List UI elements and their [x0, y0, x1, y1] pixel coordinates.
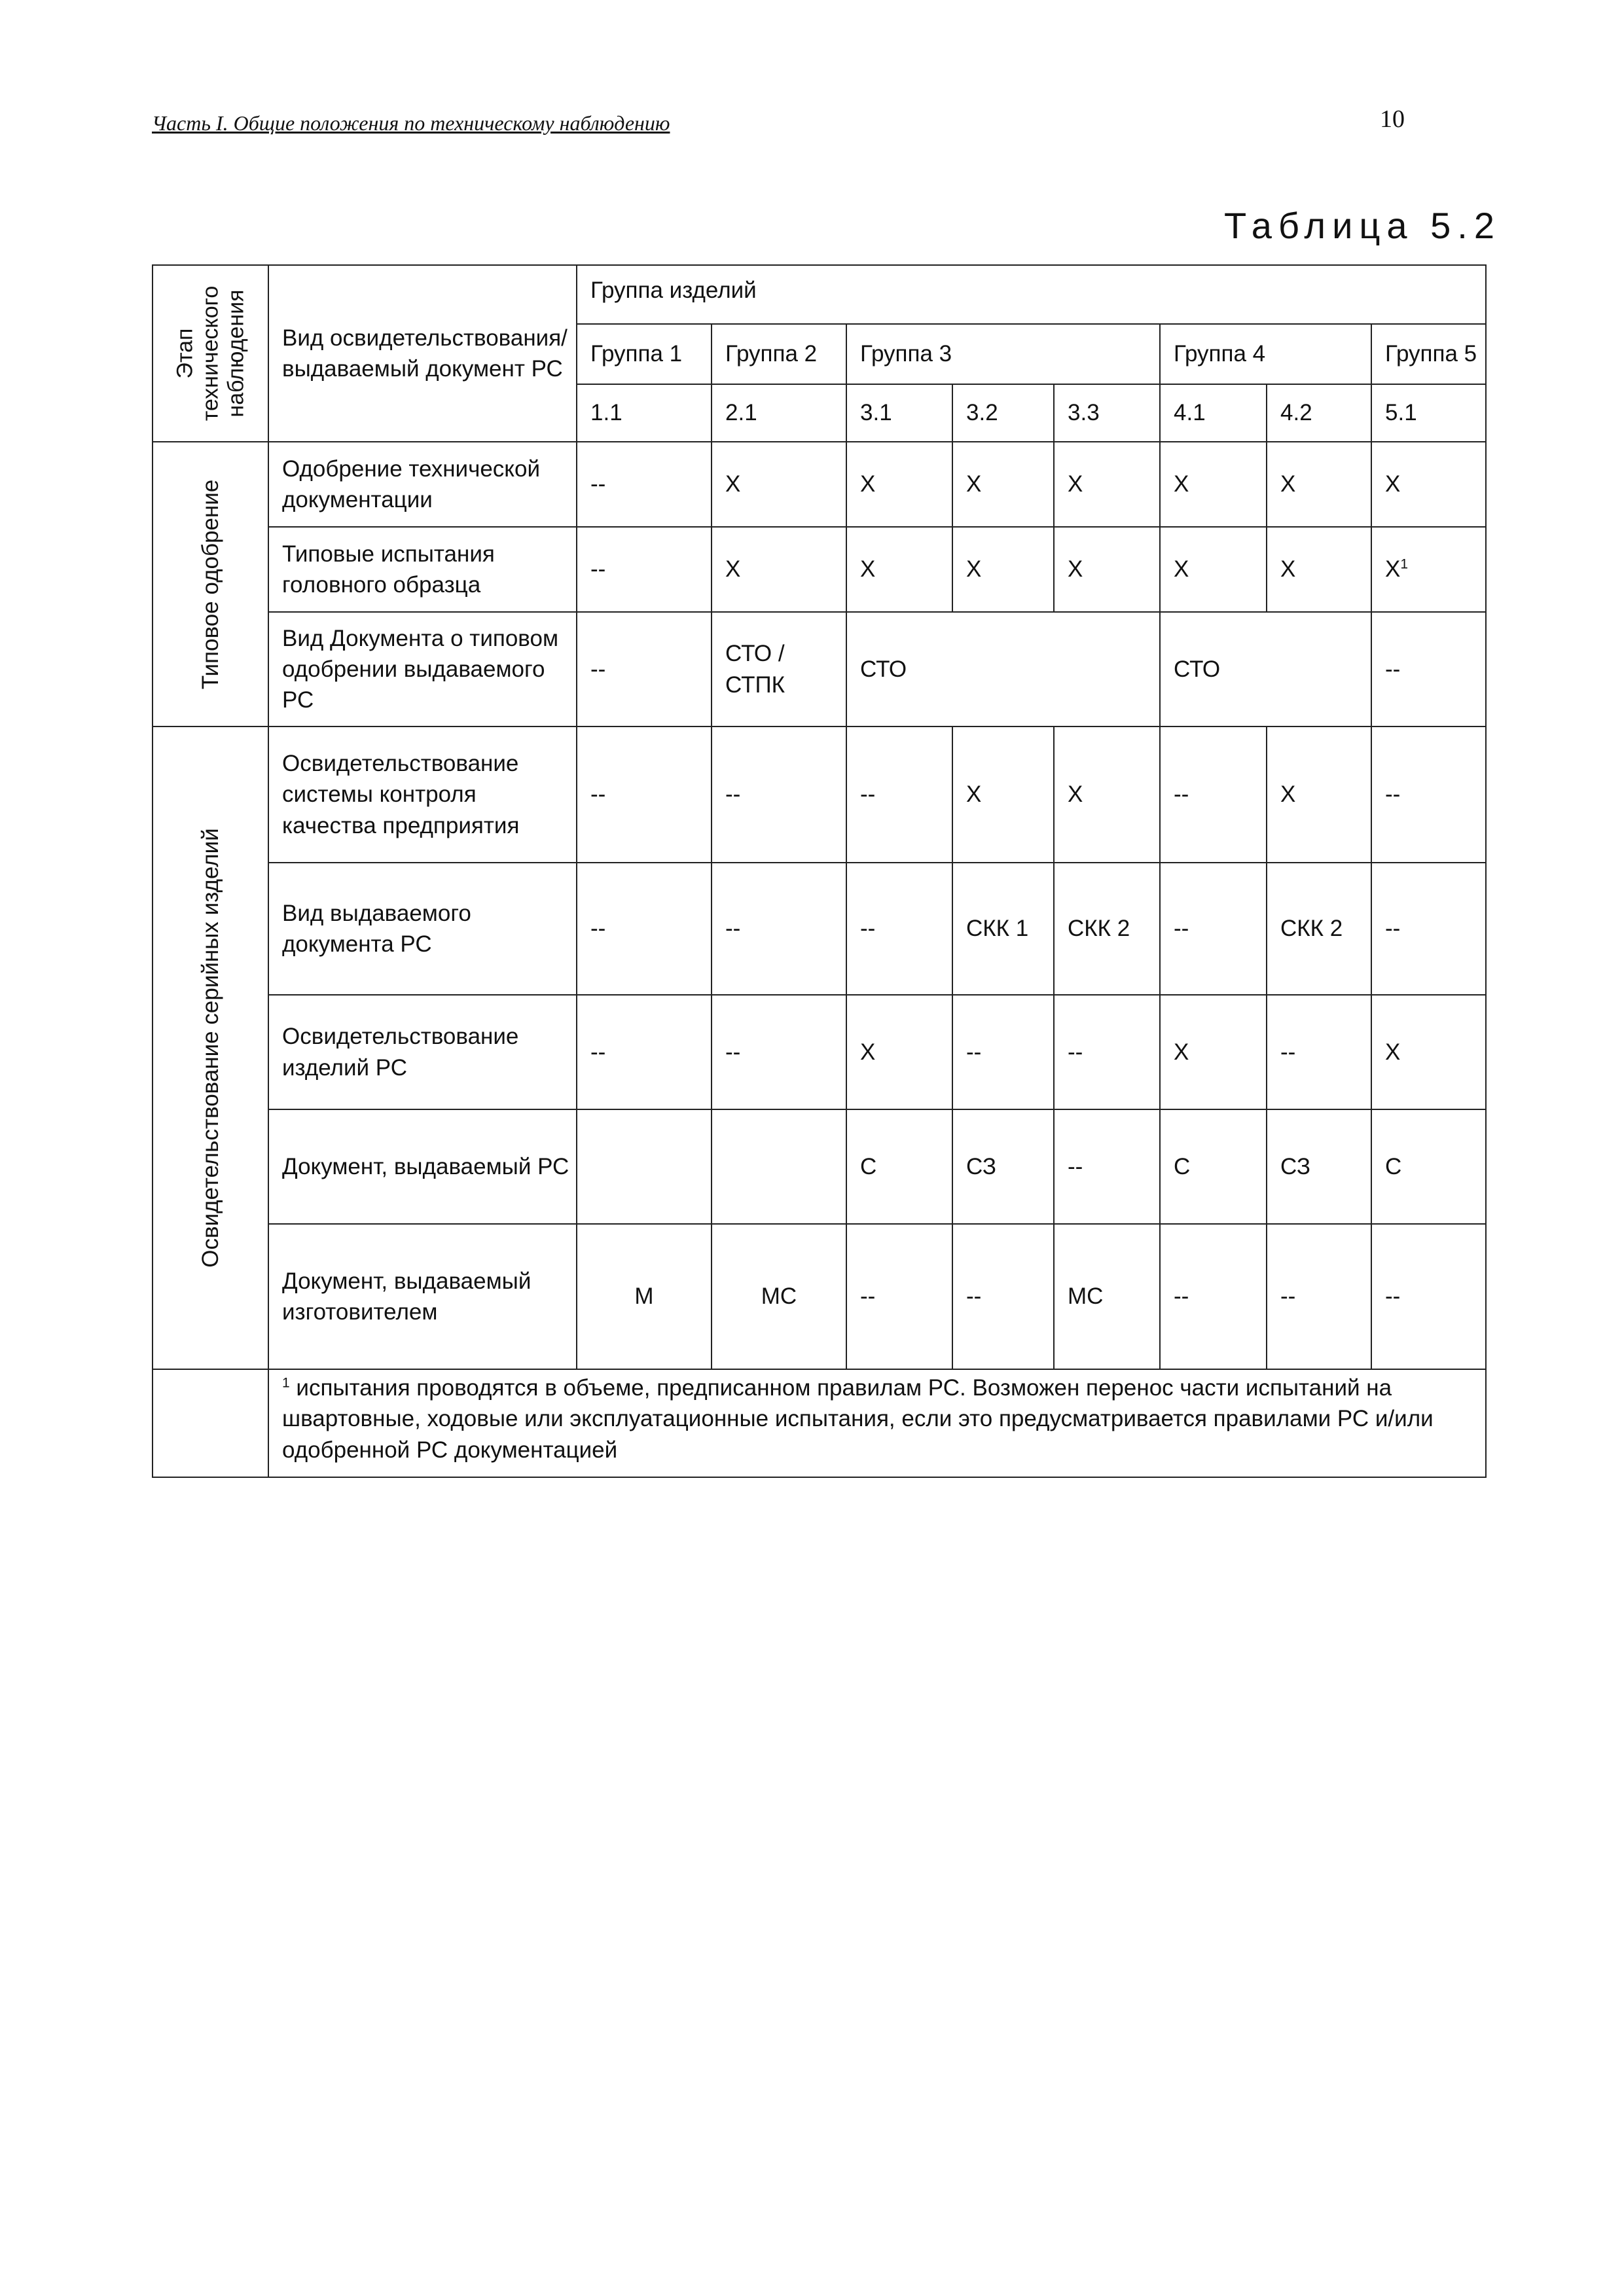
- group-3-header: Группа 3: [846, 324, 1160, 384]
- subgroup-1-1: 1.1: [577, 384, 712, 442]
- footnote-text: испытания проводятся в объеме, предписанном правилам РС. Возможен перенос части испытаний на швартовные, ходовые или эксплуатационные испытания, если это предусматривается правилами РС и/или одобренной РС документацией: [282, 1375, 1434, 1463]
- stage-header: [153, 265, 268, 442]
- page-number: 10: [1380, 105, 1405, 133]
- table-cell: --: [577, 527, 712, 612]
- table-cell: X: [1160, 442, 1267, 527]
- table-cell: X: [1371, 995, 1486, 1109]
- table-cell: СЗ: [1267, 1109, 1371, 1224]
- cell-value: X: [1385, 556, 1401, 583]
- table-cell: --: [577, 442, 712, 527]
- row-label: Освидетельствование изделий РС: [268, 995, 577, 1109]
- subgroup-2-1: 2.1: [712, 384, 846, 442]
- table-cell: X: [846, 995, 952, 1109]
- table-cell: --: [1160, 726, 1267, 863]
- footnote: [268, 1369, 1486, 1477]
- table-cell: X: [1267, 442, 1371, 527]
- stage-header-line-2: технического: [197, 285, 223, 422]
- table-cell: --: [846, 863, 952, 995]
- table-cell-with-footnote: [1371, 527, 1486, 612]
- table-cell: X: [1160, 527, 1267, 612]
- table-cell: X: [1371, 442, 1486, 527]
- table-cell: X: [1054, 442, 1160, 527]
- table-cell: X: [1267, 527, 1371, 612]
- footnote-empty-cell: [153, 1369, 268, 1477]
- subgroup-4-2: 4.2: [1267, 384, 1371, 442]
- table-cell: --: [712, 726, 846, 863]
- table-cell: М: [577, 1224, 712, 1369]
- table-row: [153, 442, 1486, 527]
- table-cell: СКК 2: [1054, 863, 1160, 995]
- table-cell: X: [1054, 527, 1160, 612]
- stage-serial-survey: [153, 726, 268, 1369]
- subgroup-4-1: 4.1: [1160, 384, 1267, 442]
- survey-table: [152, 264, 1487, 1478]
- table-cell: X: [952, 726, 1054, 863]
- table-cell: X: [712, 527, 846, 612]
- table-cell: СТО / СТПК: [712, 612, 846, 726]
- table-cell: --: [1054, 995, 1160, 1109]
- row-label: Освидетельствование системы контроля качества предприятия: [268, 726, 577, 863]
- table-caption: Таблица 5.2: [1224, 205, 1501, 246]
- table-cell: --: [846, 726, 952, 863]
- products-group-header: Группа изделий: [577, 265, 1486, 324]
- table-cell: --: [1371, 1224, 1486, 1369]
- table-cell: --: [1267, 1224, 1371, 1369]
- table-cell: СКК 1: [952, 863, 1054, 995]
- survey-type-header: Вид освидетельствования/ выдаваемый документ РС: [268, 265, 577, 442]
- stage-type-approval: [153, 442, 268, 726]
- group-5-header: Группа 5: [1371, 324, 1486, 384]
- table-cell: X: [1267, 726, 1371, 863]
- row-label: Вид Документа о типовом одобрении выдаваемого РС: [268, 612, 577, 726]
- row-label: Типовые испытания головного образца: [268, 527, 577, 612]
- stage-header-line-1: Этап: [171, 328, 197, 379]
- table-cell: --: [712, 863, 846, 995]
- table-cell: СТО: [846, 612, 1160, 726]
- table-row: [153, 1224, 1486, 1369]
- table-cell: --: [577, 995, 712, 1109]
- group-1-header: Группа 1: [577, 324, 712, 384]
- table-cell: --: [1371, 863, 1486, 995]
- footnote-row: [153, 1369, 1486, 1477]
- table-cell: --: [846, 1224, 952, 1369]
- footnote-ref: 1: [1400, 556, 1409, 572]
- table-cell: МС: [712, 1224, 846, 1369]
- group-4-header: Группа 4: [1160, 324, 1371, 384]
- row-label: Вид выдаваемого документа РС: [268, 863, 577, 995]
- table-cell: --: [952, 1224, 1054, 1369]
- table-cell: X: [712, 442, 846, 527]
- stage-header-line-3: наблюдения: [223, 289, 249, 418]
- running-header-title: Часть I. Общие положения по техническому наблюдению: [152, 111, 670, 135]
- table-cell: X: [952, 442, 1054, 527]
- table-cell: --: [1054, 1109, 1160, 1224]
- table-cell: X: [952, 527, 1054, 612]
- table-cell: --: [1267, 995, 1371, 1109]
- row-label: Документ, выдаваемый изготовителем: [268, 1224, 577, 1369]
- table-cell: СЗ: [952, 1109, 1054, 1224]
- table-row: [153, 995, 1486, 1109]
- subgroup-3-2: 3.2: [952, 384, 1054, 442]
- row-label: Документ, выдаваемый РС: [268, 1109, 577, 1224]
- table-cell: --: [577, 726, 712, 863]
- table-cell: X: [846, 442, 952, 527]
- subgroup-3-1: 3.1: [846, 384, 952, 442]
- stage-serial-survey-text: Освидетельствование серийных изделий: [197, 828, 223, 1268]
- table-row: [153, 1109, 1486, 1224]
- table-row: [153, 612, 1486, 726]
- table-cell: X: [846, 527, 952, 612]
- table-cell: [577, 1109, 712, 1224]
- table-cell: --: [712, 995, 846, 1109]
- table-row: [153, 726, 1486, 863]
- table-cell: С: [1371, 1109, 1486, 1224]
- footnote-marker: 1: [282, 1375, 290, 1391]
- subgroup-5-1: 5.1: [1371, 384, 1486, 442]
- table-cell: СТО: [1160, 612, 1371, 726]
- table-cell: [712, 1109, 846, 1224]
- subgroup-3-3: 3.3: [1054, 384, 1160, 442]
- table-cell: --: [1371, 726, 1486, 863]
- group-2-header: Группа 2: [712, 324, 846, 384]
- table-cell: С: [846, 1109, 952, 1224]
- table-cell: --: [952, 995, 1054, 1109]
- header-row-1: [153, 265, 1486, 324]
- table-cell: --: [1160, 863, 1267, 995]
- table-cell: X: [1054, 726, 1160, 863]
- table-row: [153, 527, 1486, 612]
- table-cell: X: [1160, 995, 1267, 1109]
- table-cell: --: [1160, 1224, 1267, 1369]
- table-row: [153, 863, 1486, 995]
- stage-header-text: [172, 286, 249, 421]
- row-label: Одобрение технической документации: [268, 442, 577, 527]
- table-cell: --: [577, 612, 712, 726]
- table-cell: --: [1371, 612, 1486, 726]
- table-cell: --: [577, 863, 712, 995]
- stage-type-approval-text: Типовое одобрение: [197, 479, 223, 689]
- table-cell: С: [1160, 1109, 1267, 1224]
- table-cell: МС: [1054, 1224, 1160, 1369]
- table-cell: СКК 2: [1267, 863, 1371, 995]
